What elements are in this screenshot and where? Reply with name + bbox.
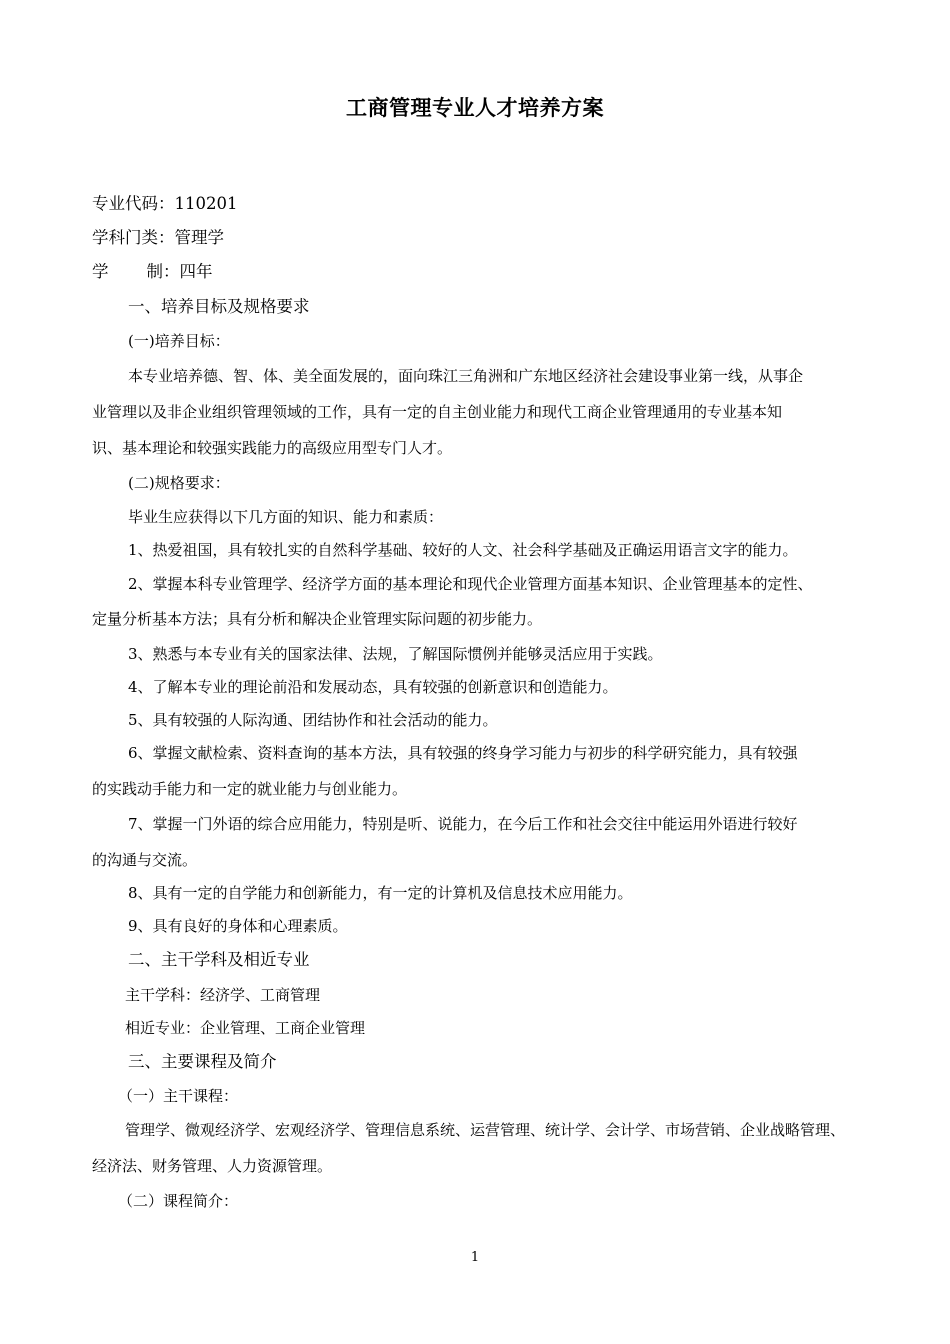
requirement-line: 的实践动手能力和一定的就业能力与创业能力。 [92,780,408,798]
major-code-line [92,193,238,215]
section-2-heading: 二、主干学科及相近专业 [128,950,310,969]
requirement-line: 8、具有一定的自学能力和创新能力，有一定的计算机及信息技术应用能力。 [128,884,633,902]
requirement-line: 4、了解本专业的理论前沿和发展动态，具有较强的创新意识和创造能力。 [128,678,618,696]
major-code-label: 专业代码： [92,194,175,213]
course-line: 经济法、财务管理、人力资源管理。 [92,1157,333,1175]
document-title: 工商管理专业人才培养方案 [346,96,604,120]
requirement-line: 6、掌握文献检索、资料查询的基本方法，具有较强的终身学习能力与初步的科学研究能力，具有较强 [128,744,798,762]
requirement-line: 定量分析基本方法；具有分析和解决企业管理实际问题的初步能力。 [92,610,543,628]
major-code-value: 110201 [174,194,238,213]
duration-label-a: 学 [92,262,109,281]
section-1-sub-goal: (一)培养目标： [128,332,230,350]
requirement-line: 1、热爱祖国，具有较扎实的自然科学基础、较好的人文、社会科学基础及正确运用语言文字的能力。 [128,541,798,559]
related-majors: 相近专业：企业管理、工商企业管理 [125,1019,366,1037]
discipline-label: 学科门类： [92,228,175,247]
requirement-line: 5、具有较强的人际沟通、团结协作和社会活动的能力。 [128,711,498,729]
page-number: 1 [470,1250,480,1265]
main-subjects: 主干学科：经济学、工商管理 [125,986,321,1004]
duration-label-b: 制： [146,262,180,281]
section-3-heading: 三、主要课程及简介 [128,1052,277,1071]
section-1-sub-requirements: (二)规格要求： [128,474,230,492]
requirement-line: 3、熟悉与本专业有关的国家法律、法规，了解国际惯例并能够灵活应用于实践。 [128,645,663,663]
requirement-line: 的沟通与交流。 [92,851,198,869]
requirement-line: 9、具有良好的身体和心理素质。 [128,917,348,935]
discipline-value: 管理学 [174,228,224,247]
duration-line [92,261,213,283]
section-3-sub-core-courses: （一）主干课程： [118,1087,239,1105]
requirements-intro: 毕业生应获得以下几方面的知识、能力和素质： [128,508,444,526]
section-1-heading: 一、培养目标及规格要求 [128,297,310,316]
requirement-line: 2、掌握本科专业管理学、经济学方面的基本理论和现代企业管理方面基本知识、企业管理基本的定性、 [128,575,813,593]
duration-value: 四年 [179,262,213,281]
section-3-sub-course-intro: （二）课程简介： [118,1192,239,1210]
goal-line: 识、基本理论和较强实践能力的高级应用型专门人才。 [92,439,453,457]
requirement-line: 7、掌握一门外语的综合应用能力，特别是听、说能力，在今后工作和社会交往中能运用外语进行较好 [128,815,798,833]
goal-line: 业管理以及非企业组织管理领域的工作，具有一定的自主创业能力和现代工商企业管理通用的专业基本知 [92,403,783,421]
discipline-line [92,227,224,249]
goal-line: 本专业培养德、智、体、美全面发展的，面向珠江三角洲和广东地区经济社会建设事业第一线，从事企 [128,367,804,385]
course-line: 管理学、微观经济学、宏观经济学、管理信息系统、运营管理、统计学、会计学、市场营销、企业战略管理、 [125,1121,846,1139]
